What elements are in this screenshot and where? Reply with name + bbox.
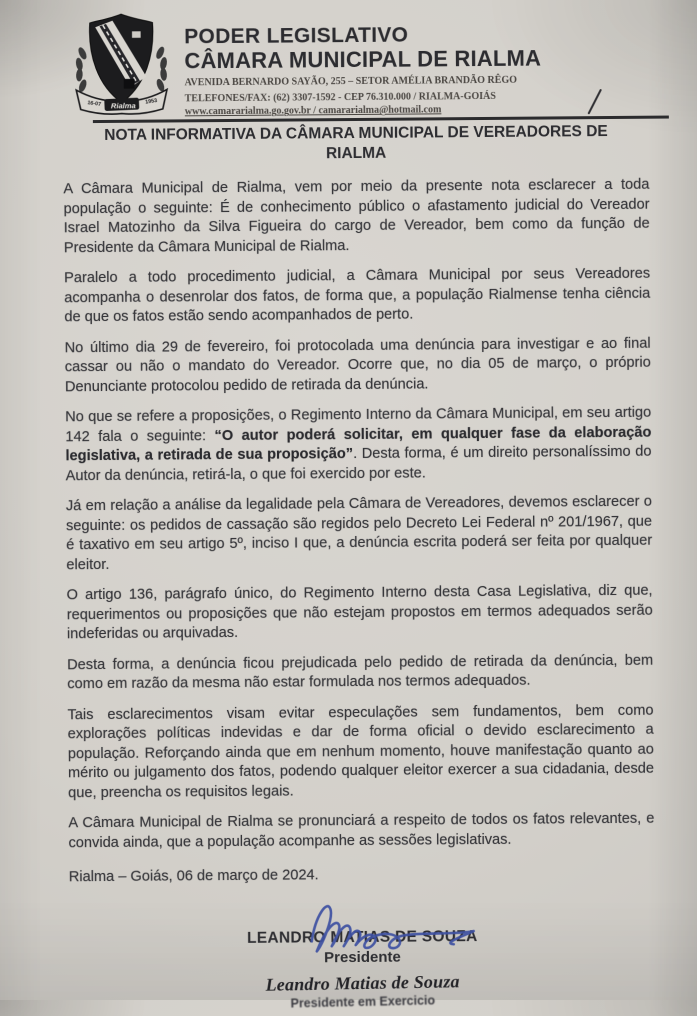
paragraph-2: Paralelo a todo procedimento judicial, a Câmara Municipal por seus Vereadores acompanha o desenrolar dos fatos, de forma que, a população Rialmense tenha ciência de que os fatos estão sendo acompanhados de perto.: [64, 266, 651, 326]
document-page: [62, 6, 656, 1012]
org-line-2: CÂMARA MUNICIPAL DE RIALMA: [184, 45, 542, 74]
signature-block: [69, 927, 656, 1012]
paragraph-4-quote: “O autor poderá solicitar, em qualquer fase da elaboração legislativa, a retirada de sua proposição”: [65, 424, 652, 465]
document-title: NOTA INFORMATIVA DA CÂMARA MUNICIPAL DE VEREADORES DE RIALMA: [104, 123, 608, 163]
paragraph-7: Desta forma, a denúncia ficou prejudicada pelo pedido de retirada da denúncia, bem como em razão da mesma não estar formulada nos termos adequados.: [67, 652, 654, 693]
org-website: www.camararialma.go.gov.br / camararialma@hotmail.com: [184, 104, 442, 118]
paragraph-5: Já em relação a análise da legalidade pela Câmara de Vereadores, devemos esclarecer o seguinte: os pedidos de cassação são regidos pelo Decreto Lei Federal nº 201/1967, que é taxativo em seu artigo 5º, inciso I que, a denúncia escrita poderá ser feita por qualquer eleitor.: [65, 494, 653, 574]
paragraph-4-pre: No que se refere a proposições, o Regimento Interno da Câmara Municipal, em seu artigo 142 fala o seguinte:: [65, 405, 652, 446]
crest-ribbon-left-text: 16-07: [86, 100, 102, 108]
letterhead-text: [184, 7, 542, 119]
stamp-title: Presidente em Exercicio: [290, 993, 436, 1011]
date-place-line: Rialma – Goiás, 06 de março de 2024.: [68, 867, 319, 886]
paragraph-9: A Câmara Municipal de Rialma se pronunciará a respeito de todos os fatos relevantes, e convida ainda, que a população acompanhe as sessões legislativas.: [68, 811, 655, 852]
rialma-coat-of-arms-icon: [66, 9, 177, 118]
signer-title: Presidente: [324, 949, 401, 967]
crest-ribbon-right-text: 1953: [144, 97, 158, 106]
paragraph-4: [65, 404, 652, 487]
org-phone-cep: TELEFONES/FAX: (62) 3307-1592 - CEP 76.310.000 / RIALMA-GOIÁS: [184, 91, 496, 105]
paragraph-8: Tais esclarecimentos visam evitar especulações sem fundamentos, bem como explorações políticas indevidas e dar de forma oficial o devido esclarecimento a população. Reforçando ainda que em nenhum momento, houve manifestação quanto ao mérito ou julgamento dos fatos, podendo qualquer eleitor exercer a sua cidadania, desde que, preencha os requisitos legais.: [67, 702, 655, 802]
signer-name: LEANDRO MATIAS DE SOUZA: [246, 928, 478, 948]
stamp-name: Leandro Matias de Souza: [265, 971, 460, 996]
org-line-1: PODER LEGISLATIVO: [184, 23, 409, 49]
crest-ribbon-center-text: Rialma: [110, 101, 136, 111]
org-address: AVENIDA BERNARDO SAYÃO, 255 – SETOR AMÉLIA BRANDÃO RÊGO: [184, 75, 518, 89]
letterhead: [62, 6, 649, 120]
paragraph-3: No último dia 29 de fevereiro, foi protocolada uma denúncia para investigar e ao final cassar ou não o mandato do Vereador. Ocorre que, no dia 05 de março, o próprio Denunciante protocolou pedido de retirada da denúncia.: [64, 335, 651, 396]
paragraph-4-post: . Desta forma, é um direito personalíssimo do Autor da denúncia, retirá-la, o que foi exercido por este.: [65, 444, 652, 485]
paragraph-1: A Câmara Municipal de Rialma, vem por meio da presente nota esclarecer a toda população o seguinte: É de conhecimento público o afastamento judicial do Vereador Israel Matozinho da Silva Figueira do cargo de Vereador, bem como da função de Presidente da Câmara Municipal de Rialma.: [63, 177, 650, 257]
document-body: [63, 176, 655, 886]
paragraph-6: O artigo 136, parágrafo único, do Regimento Interno desta Casa Legislativa, diz que, requerimentos ou proposições que não estejam propostos em termos adequados serão indeferidas ou arquivadas.: [66, 583, 653, 643]
